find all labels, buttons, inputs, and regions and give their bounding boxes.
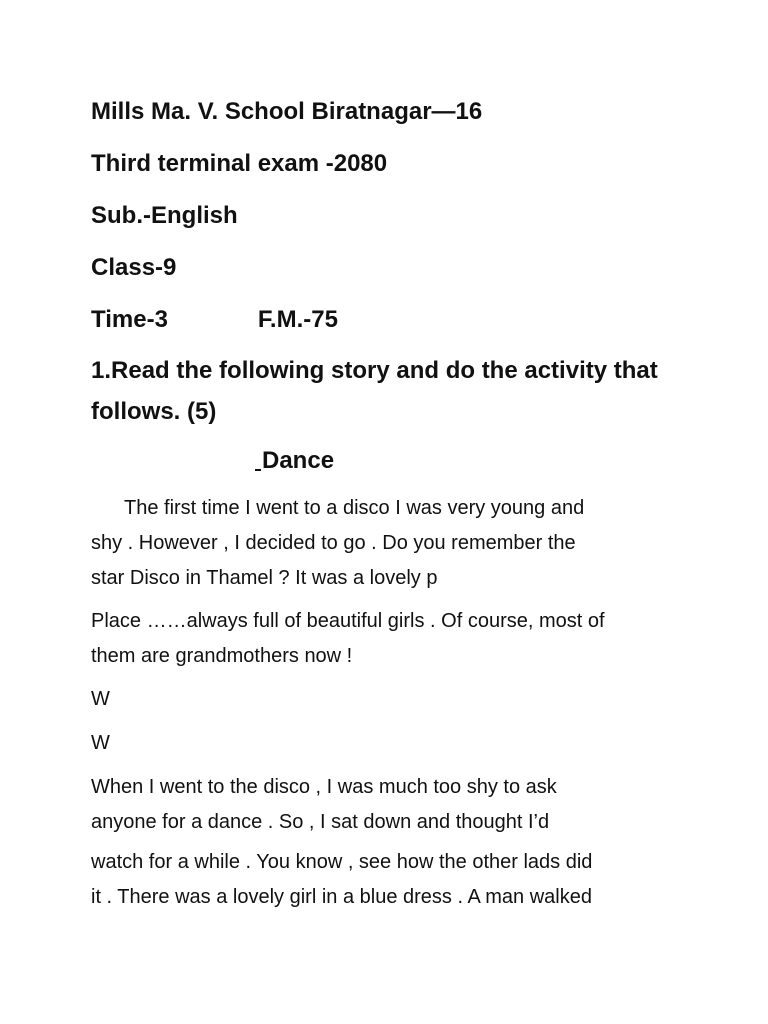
paragraph-line: it . There was a lovely girl in a blue dress . A man walked	[91, 886, 592, 908]
class-line: Class-9	[91, 254, 177, 281]
underline-mark	[255, 469, 261, 471]
question-1: 1.Read the following story and do the activity that follows. (5)	[91, 357, 658, 425]
paragraph-line: When I went to the disco , I was much too shy to ask	[91, 776, 557, 798]
story-paragraph-3	[91, 770, 711, 840]
exam-title: Third terminal exam -2080	[91, 150, 388, 177]
time-label: Time-3	[91, 306, 168, 333]
full-marks-label: F.M.-75	[257, 306, 338, 333]
paragraph-line: Place ……always full of beautiful girls . Of course, most of	[91, 610, 605, 632]
stray-letter: W	[91, 732, 110, 754]
story-paragraph-1	[91, 491, 711, 596]
stray-letter: W	[91, 688, 110, 710]
paragraph-line: them are grandmothers now !	[91, 645, 353, 667]
story-paragraph-2	[91, 604, 711, 674]
paragraph-line: The first time I went to a disco I was very young and	[124, 497, 585, 519]
paragraph-line: watch for a while . You know , see how the other lads did	[91, 851, 593, 873]
time-marks-line	[91, 306, 338, 334]
school-name: Mills Ma. V. School Biratnagar—16	[91, 98, 483, 125]
subject-line: Sub.-English	[91, 202, 238, 229]
story-paragraph-4	[91, 845, 711, 915]
story-title	[255, 446, 334, 476]
paragraph-line: star Disco in Thamel ? It was a lovely p	[91, 567, 438, 589]
paragraph-line: anyone for a dance . So , I sat down and thought I’d	[91, 811, 550, 833]
story-title-text: Dance	[262, 447, 335, 474]
paragraph-line: shy . However , I decided to go . Do you remember the	[91, 532, 576, 554]
